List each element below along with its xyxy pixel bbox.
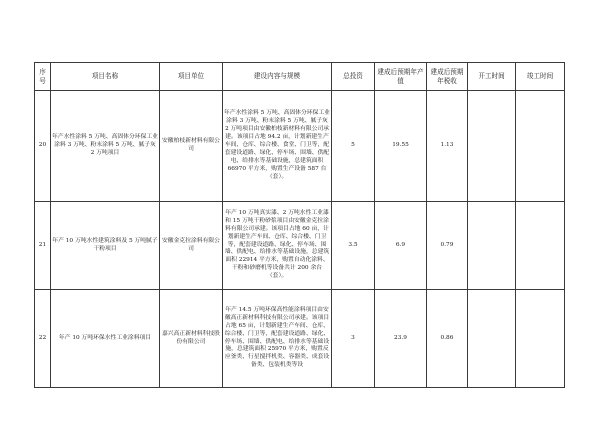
cell-finish-time xyxy=(516,91,565,202)
cell-seq: 22 xyxy=(35,290,51,388)
project-table xyxy=(34,62,565,388)
cell-start-time xyxy=(468,290,516,388)
cell-total-investment: 3.5 xyxy=(332,202,375,290)
cell-content-scale: 年产水性涂料 5 万吨、高固体分环保工业涂料 3 万吨、粉末涂料 5 万吨、腻子灰 2 万吨项目由安徽柏枝新材料有限公司承建。该项目占地 94.2 亩，计划新建生产车间、仓库、综合楼、食堂、门卫等，配套建设道路、绿化、停车场、围墙、供配电、给排水等基础设施，总建筑面积 66970 平方米，购置生产设备 587 台（套）。 xyxy=(223,91,332,202)
table-row xyxy=(35,202,565,290)
cell-start-time xyxy=(468,91,516,202)
cell-finish-time xyxy=(516,202,565,290)
header-expected-output: 建成后预期年产值 xyxy=(375,63,427,91)
header-project-name: 项目名称 xyxy=(51,63,160,91)
cell-expected-tax: 0.86 xyxy=(427,290,468,388)
cell-content-scale: 年产 14.5 万吨环保高性能涂料项目由安徽高正新材料科技有限公司承建。该项目占地 65 亩，计划新建生产车间、仓库、综合楼、门卫等，配套建设道路、绿化、停车场、围墙、供配电、给排水等基础设施，总建筑面积 25970 平方米，购置反应釜类、行星搅拌机类、容器类、成套设备类、包装机类等设 xyxy=(223,290,332,388)
header-expected-tax: 建成后预期年税收 xyxy=(427,63,468,91)
header-finish-time: 竣工时间 xyxy=(516,63,565,91)
cell-project-name: 年产水性涂料 5 万吨、高固体分环保工业涂料 3 万吨、粉末涂料 5 万吨、腻子灰 2 万吨项目 xyxy=(51,91,160,202)
header-content-scale: 建设内容与规模 xyxy=(223,63,332,91)
table-row xyxy=(35,91,565,202)
cell-project-unit: 安徽柏枝新材料有限公司 xyxy=(160,91,223,202)
cell-seq: 21 xyxy=(35,202,51,290)
cell-finish-time xyxy=(516,290,565,388)
header-seq: 序号 xyxy=(35,63,51,91)
project-table-sheet xyxy=(34,62,564,388)
header-project-unit: 项目单位 xyxy=(160,63,223,91)
cell-total-investment: 3 xyxy=(332,290,375,388)
table-header-row xyxy=(35,63,565,91)
cell-seq: 20 xyxy=(35,91,51,202)
cell-project-unit: 嘉兴高正新材料科技股份有限公司 xyxy=(160,290,223,388)
cell-expected-output: 19.55 xyxy=(375,91,427,202)
cell-start-time xyxy=(468,202,516,290)
cell-expected-output: 6.9 xyxy=(375,202,427,290)
cell-expected-tax: 0.79 xyxy=(427,202,468,290)
header-total-investment: 总投资 xyxy=(332,63,375,91)
cell-project-name: 年产 10 万吨水性建筑涂料及 5 万吨腻子干粉项目 xyxy=(51,202,160,290)
cell-expected-output: 23.9 xyxy=(375,290,427,388)
cell-total-investment: 5 xyxy=(332,91,375,202)
cell-expected-tax: 1.13 xyxy=(427,91,468,202)
table-row xyxy=(35,290,565,388)
cell-content-scale: 年产 10 万吨真实漆、2 万吨水性工业漆和 15 万吨干粉砂浆项目由安徽金克拉涂料有限公司承建。该项目占地 60 亩，计划新建生产车间、仓库、综合楼、门卫等，配套建设道路、绿化、停车场、围墙、供配电、给排水等基础设施，总建筑面积 22914 平方米，购置自动化涂料、干粉和砂磨机等设备共计 200 余台（套）。 xyxy=(223,202,332,290)
cell-project-unit: 安徽金克拉涂料有限公司 xyxy=(160,202,223,290)
cell-project-name: 年产 10 万吨环保水性工业涂料项目 xyxy=(51,290,160,388)
header-start-time: 开工时间 xyxy=(468,63,516,91)
